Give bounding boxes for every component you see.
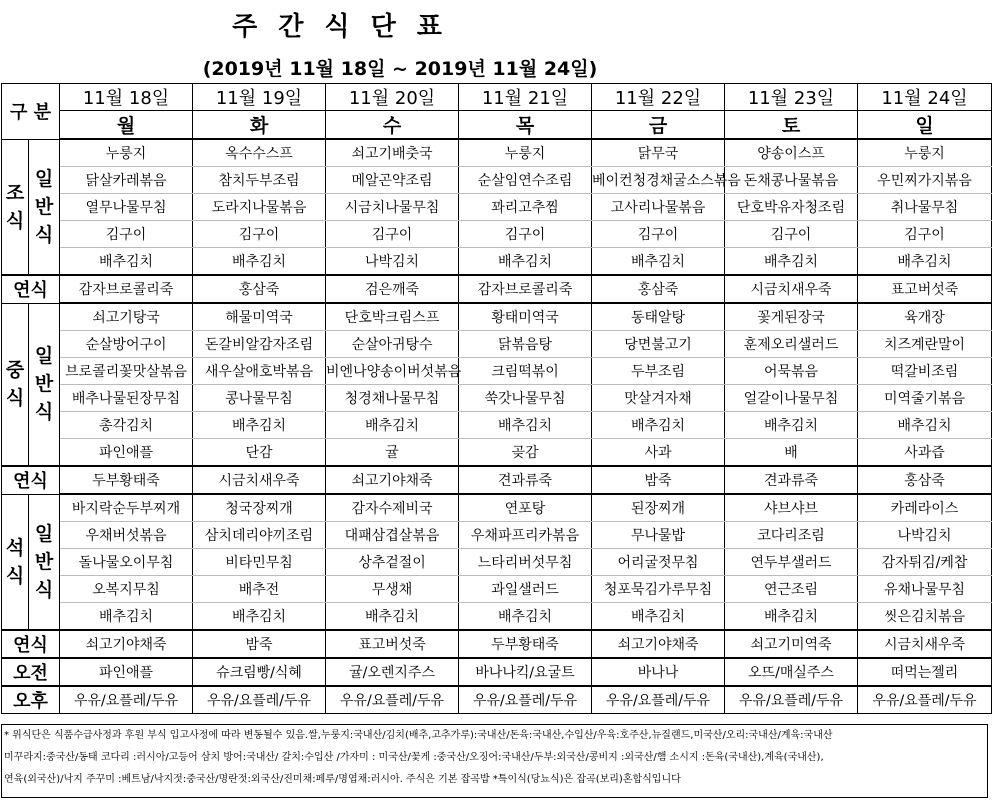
snack-item: 바나나킥/요굴트 bbox=[459, 658, 592, 686]
lunch-general-label: 일 반 식 bbox=[29, 303, 60, 466]
menu-item: 당면불고기 bbox=[592, 331, 725, 358]
menu-item: 배추김치 bbox=[193, 412, 326, 439]
menu-item: 훈제오리샐러드 bbox=[725, 331, 858, 358]
menu-item: 육개장 bbox=[858, 303, 992, 331]
menu-item: 어리굴젓무침 bbox=[592, 549, 725, 576]
menu-item: 연두부샐러드 bbox=[725, 549, 858, 576]
dinner-general-label: 일 반 식 bbox=[29, 494, 60, 630]
menu-item: 어묵볶음 bbox=[725, 358, 858, 385]
menu-item: 배추김치 bbox=[459, 248, 592, 276]
menu-item: 배추김치 bbox=[725, 248, 858, 276]
menu-item: 비타민무침 bbox=[193, 549, 326, 576]
menu-item: 배추김치 bbox=[592, 412, 725, 439]
menu-item: 순살방어구이 bbox=[60, 331, 193, 358]
menu-item: 김구이 bbox=[592, 221, 725, 248]
menu-item: 돌나물오이무침 bbox=[60, 549, 193, 576]
menu-item: 새우살애호박볶음 bbox=[193, 358, 326, 385]
date-range: (2019년 11월 18일 ~ 2019년 11월 24일) bbox=[202, 58, 598, 80]
date-header: 11월 20일 bbox=[326, 84, 459, 111]
menu-item: 감자튀김/케찹 bbox=[858, 549, 992, 576]
soft-menu-item: 감자브로콜리죽 bbox=[60, 275, 193, 303]
menu-item: 고사리나물볶음 bbox=[592, 194, 725, 221]
menu-item: 배추김치 bbox=[459, 412, 592, 439]
day-header: 금 bbox=[592, 111, 725, 140]
date-header: 11월 18일 bbox=[60, 84, 193, 111]
menu-item: 김구이 bbox=[858, 221, 992, 248]
menu-item: 동태알탕 bbox=[592, 303, 725, 331]
menu-item: 쇠고기탕국 bbox=[60, 303, 193, 331]
breakfast-general-label: 일 반 식 bbox=[29, 139, 60, 275]
menu-item: 상추겉절이 bbox=[326, 549, 459, 576]
menu-item: 연포탕 bbox=[459, 494, 592, 522]
snack-item: 우유/요플레/두유 bbox=[326, 686, 459, 714]
page-title: 주 간 식 단 표 bbox=[232, 12, 448, 42]
date-header: 11월 23일 bbox=[725, 84, 858, 111]
menu-item: 두부조림 bbox=[592, 358, 725, 385]
lunch-soft-label: 연식 bbox=[2, 466, 60, 494]
snack-item: 떠먹는젤리 bbox=[858, 658, 992, 686]
menu-item: 배추김치 bbox=[858, 412, 992, 439]
soft-menu-item: 시금치새우죽 bbox=[193, 466, 326, 494]
menu-item: 김구이 bbox=[326, 221, 459, 248]
menu-item: 청포묵김가루무침 bbox=[592, 576, 725, 603]
menu-item: 배추김치 bbox=[725, 412, 858, 439]
snack-item: 귤/오렌지주스 bbox=[326, 658, 459, 686]
soft-menu-item: 표고버섯죽 bbox=[326, 630, 459, 658]
soft-menu-item: 검은깨죽 bbox=[326, 275, 459, 303]
menu-item: 배추김치 bbox=[725, 603, 858, 631]
snack-item: 우유/요플레/두유 bbox=[459, 686, 592, 714]
menu-item: 쇠고기배춧국 bbox=[326, 139, 459, 167]
menu-item: 참치두부조림 bbox=[193, 167, 326, 194]
day-header: 화 bbox=[193, 111, 326, 140]
soft-menu-item: 밤죽 bbox=[592, 466, 725, 494]
menu-item: 사과즙 bbox=[858, 439, 992, 467]
date-header: 11월 24일 bbox=[858, 84, 992, 111]
gubun-label: 구 분 bbox=[2, 84, 60, 140]
menu-item: 코다리조림 bbox=[725, 522, 858, 549]
day-header: 일 bbox=[858, 111, 992, 140]
menu-item: 닭무국 bbox=[592, 139, 725, 167]
breakfast-soft-label: 연식 bbox=[2, 275, 60, 303]
snack-item: 오뜨/매실주스 bbox=[725, 658, 858, 686]
menu-item: 무생채 bbox=[326, 576, 459, 603]
menu-item: 된장찌개 bbox=[592, 494, 725, 522]
menu-item: 우채버섯볶음 bbox=[60, 522, 193, 549]
menu-item: 도라지나물볶음 bbox=[193, 194, 326, 221]
menu-item: 꽃게된장국 bbox=[725, 303, 858, 331]
menu-item: 배추김치 bbox=[193, 603, 326, 631]
menu-item: 삼치데리야끼조림 bbox=[193, 522, 326, 549]
snack-item: 우유/요플레/두유 bbox=[858, 686, 992, 714]
menu-item: 취나물무침 bbox=[858, 194, 992, 221]
day-header: 토 bbox=[725, 111, 858, 140]
menu-item: 순살임연수조림 bbox=[459, 167, 592, 194]
menu-item: 베이컨청경채굴소스볶음 bbox=[592, 167, 725, 194]
menu-item: 김구이 bbox=[193, 221, 326, 248]
menu-item: 옥수수스프 bbox=[193, 139, 326, 167]
snack-item: 바나나 bbox=[592, 658, 725, 686]
menu-item: 바지락순두부찌개 bbox=[60, 494, 193, 522]
lunch-label: 중 식 bbox=[2, 303, 29, 466]
snack-item: 우유/요플레/두유 bbox=[725, 686, 858, 714]
snack-item: 우유/요플레/두유 bbox=[193, 686, 326, 714]
menu-item: 맛살겨자채 bbox=[592, 385, 725, 412]
soft-menu-item: 쇠고기야채죽 bbox=[326, 466, 459, 494]
menu-item: 배추김치 bbox=[326, 603, 459, 631]
menu-item: 배추김치 bbox=[592, 603, 725, 631]
soft-menu-item: 밤죽 bbox=[193, 630, 326, 658]
menu-item: 샤브샤브 bbox=[725, 494, 858, 522]
date-header: 11월 21일 bbox=[459, 84, 592, 111]
menu-item: 배추김치 bbox=[592, 248, 725, 276]
soft-menu-item: 시금치새우죽 bbox=[725, 275, 858, 303]
day-header: 수 bbox=[326, 111, 459, 140]
menu-item: 돈갈비알감자조림 bbox=[193, 331, 326, 358]
soft-menu-item: 쇠고기미역죽 bbox=[725, 630, 858, 658]
menu-item: 청경채나물무침 bbox=[326, 385, 459, 412]
day-header: 월 bbox=[60, 111, 193, 140]
soft-menu-item: 쇠고기야채죽 bbox=[592, 630, 725, 658]
menu-item: 메알곤약조림 bbox=[326, 167, 459, 194]
snack-item: 슈크림빵/식혜 bbox=[193, 658, 326, 686]
date-header: 11월 22일 bbox=[592, 84, 725, 111]
menu-item: 닭볶음탕 bbox=[459, 331, 592, 358]
menu-item: 배 bbox=[725, 439, 858, 467]
menu-item: 닭살카레볶음 bbox=[60, 167, 193, 194]
menu-item: 쑥갓나물무침 bbox=[459, 385, 592, 412]
menu-item: 우민찌가지볶음 bbox=[858, 167, 992, 194]
menu-item: 배추김치 bbox=[858, 248, 992, 276]
menu-item: 우채파프리카볶음 bbox=[459, 522, 592, 549]
menu-item: 오복지무침 bbox=[60, 576, 193, 603]
menu-item: 미역줄기볶음 bbox=[858, 385, 992, 412]
dinner-label: 석 식 bbox=[2, 494, 29, 630]
menu-item: 양송이스프 bbox=[725, 139, 858, 167]
note-line: 미꾸라지:중국산/동태 코다리 :러시아/고등어 삼치 방어:국내산/ 갈치:수입산 /가자미 : 미국산/꽃게 :중국산/오징어:국내산/두부:외국산/콩비지 :외국산/햄 소시지 :돈육(국내산),계육(국내산), bbox=[4, 752, 824, 763]
menu-item: 과일샐러드 bbox=[459, 576, 592, 603]
menu-item: 돈채콩나물볶음 bbox=[725, 167, 858, 194]
menu-item: 김구이 bbox=[725, 221, 858, 248]
menu-item: 누룽지 bbox=[858, 139, 992, 167]
menu-item: 씻은김치볶음 bbox=[858, 603, 992, 631]
soft-menu-item: 표고버섯죽 bbox=[858, 275, 992, 303]
menu-item: 총각김치 bbox=[60, 412, 193, 439]
menu-item: 카레라이스 bbox=[858, 494, 992, 522]
menu-item: 대패삼겹살볶음 bbox=[326, 522, 459, 549]
menu-item: 연근조림 bbox=[725, 576, 858, 603]
menu-item: 배추전 bbox=[193, 576, 326, 603]
menu-item: 순살아귀탕수 bbox=[326, 331, 459, 358]
menu-item: 배추나물된장무침 bbox=[60, 385, 193, 412]
menu-item: 단호박크림스프 bbox=[326, 303, 459, 331]
menu-item: 누룽지 bbox=[60, 139, 193, 167]
menu-item: 사과 bbox=[592, 439, 725, 467]
menu-item: 누룽지 bbox=[459, 139, 592, 167]
menu-item: 해물미역국 bbox=[193, 303, 326, 331]
menu-item: 브로콜리꽃맛살볶음 bbox=[60, 358, 193, 385]
day-header: 목 bbox=[459, 111, 592, 140]
menu-item: 크림떡볶이 bbox=[459, 358, 592, 385]
menu-item: 느타리버섯무침 bbox=[459, 549, 592, 576]
notes-box bbox=[1, 724, 988, 798]
soft-menu-item: 홍삼죽 bbox=[592, 275, 725, 303]
menu-item: 귤 bbox=[326, 439, 459, 467]
menu-item: 배추김치 bbox=[193, 248, 326, 276]
menu-item: 나박김치 bbox=[326, 248, 459, 276]
weekly-menu-table bbox=[1, 83, 992, 714]
breakfast-label: 조 식 bbox=[2, 139, 29, 275]
menu-item: 감자수제비국 bbox=[326, 494, 459, 522]
menu-item: 배추김치 bbox=[60, 248, 193, 276]
soft-menu-item: 홍삼죽 bbox=[858, 466, 992, 494]
menu-item: 열무나물무침 bbox=[60, 194, 193, 221]
menu-item: 시금치나물무침 bbox=[326, 194, 459, 221]
menu-item: 유채나물무침 bbox=[858, 576, 992, 603]
menu-item: 나박김치 bbox=[858, 522, 992, 549]
menu-item: 곶감 bbox=[459, 439, 592, 467]
menu-item: 단호박유자청조림 bbox=[725, 194, 858, 221]
menu-item: 청국장찌개 bbox=[193, 494, 326, 522]
menu-item: 무나물밥 bbox=[592, 522, 725, 549]
menu-item: 김구이 bbox=[60, 221, 193, 248]
menu-item: 김구이 bbox=[459, 221, 592, 248]
dinner-soft-label: 연식 bbox=[2, 630, 60, 658]
menu-item: 황태미역국 bbox=[459, 303, 592, 331]
menu-item: 파인애플 bbox=[60, 439, 193, 467]
note-line: 연육(외국산)/낙지 주꾸미 :베트남/낙지젓:중국산/명란젓:외국산/진미채:페루/명엽채:러시아. 주식은 기본 잡곡밥 *특이식(당뇨식)은 잡곡(보리)혼합식입니다 bbox=[4, 774, 681, 785]
menu-item: 배추김치 bbox=[326, 412, 459, 439]
soft-menu-item: 시금치새우죽 bbox=[858, 630, 992, 658]
menu-item: 배추김치 bbox=[60, 603, 193, 631]
menu-item: 치즈계란말이 bbox=[858, 331, 992, 358]
am-snack-label: 오전 bbox=[2, 658, 60, 686]
note-line: * 위식단은 식품수급사정과 후원 부식 입고사정에 따라 변동될수 있음.쌀,누룽지:국내산/김치(배추,고추가루):국내산/돈육:국내산,수입산/우육:호주산,뉴질랜드,미국산/오리:국내산/계육:국내산 bbox=[4, 730, 833, 741]
soft-menu-item: 쇠고기야채죽 bbox=[60, 630, 193, 658]
menu-item: 배추김치 bbox=[459, 603, 592, 631]
pm-snack-label: 오후 bbox=[2, 686, 60, 714]
soft-menu-item: 홍삼죽 bbox=[193, 275, 326, 303]
menu-item: 비엔나양송이버섯볶음 bbox=[326, 358, 459, 385]
soft-menu-item: 견과류죽 bbox=[459, 466, 592, 494]
soft-menu-item: 견과류죽 bbox=[725, 466, 858, 494]
menu-item: 얼갈이나물무침 bbox=[725, 385, 858, 412]
menu-item: 꽈리고추찜 bbox=[459, 194, 592, 221]
date-header: 11월 19일 bbox=[193, 84, 326, 111]
menu-item: 단감 bbox=[193, 439, 326, 467]
soft-menu-item: 두부황태죽 bbox=[60, 466, 193, 494]
menu-item: 떡갈비조림 bbox=[858, 358, 992, 385]
snack-item: 파인애플 bbox=[60, 658, 193, 686]
soft-menu-item: 감자브로콜리죽 bbox=[459, 275, 592, 303]
menu-item: 콩나물무침 bbox=[193, 385, 326, 412]
snack-item: 우유/요플레/두유 bbox=[60, 686, 193, 714]
snack-item: 우유/요플레/두유 bbox=[592, 686, 725, 714]
soft-menu-item: 두부황태죽 bbox=[459, 630, 592, 658]
